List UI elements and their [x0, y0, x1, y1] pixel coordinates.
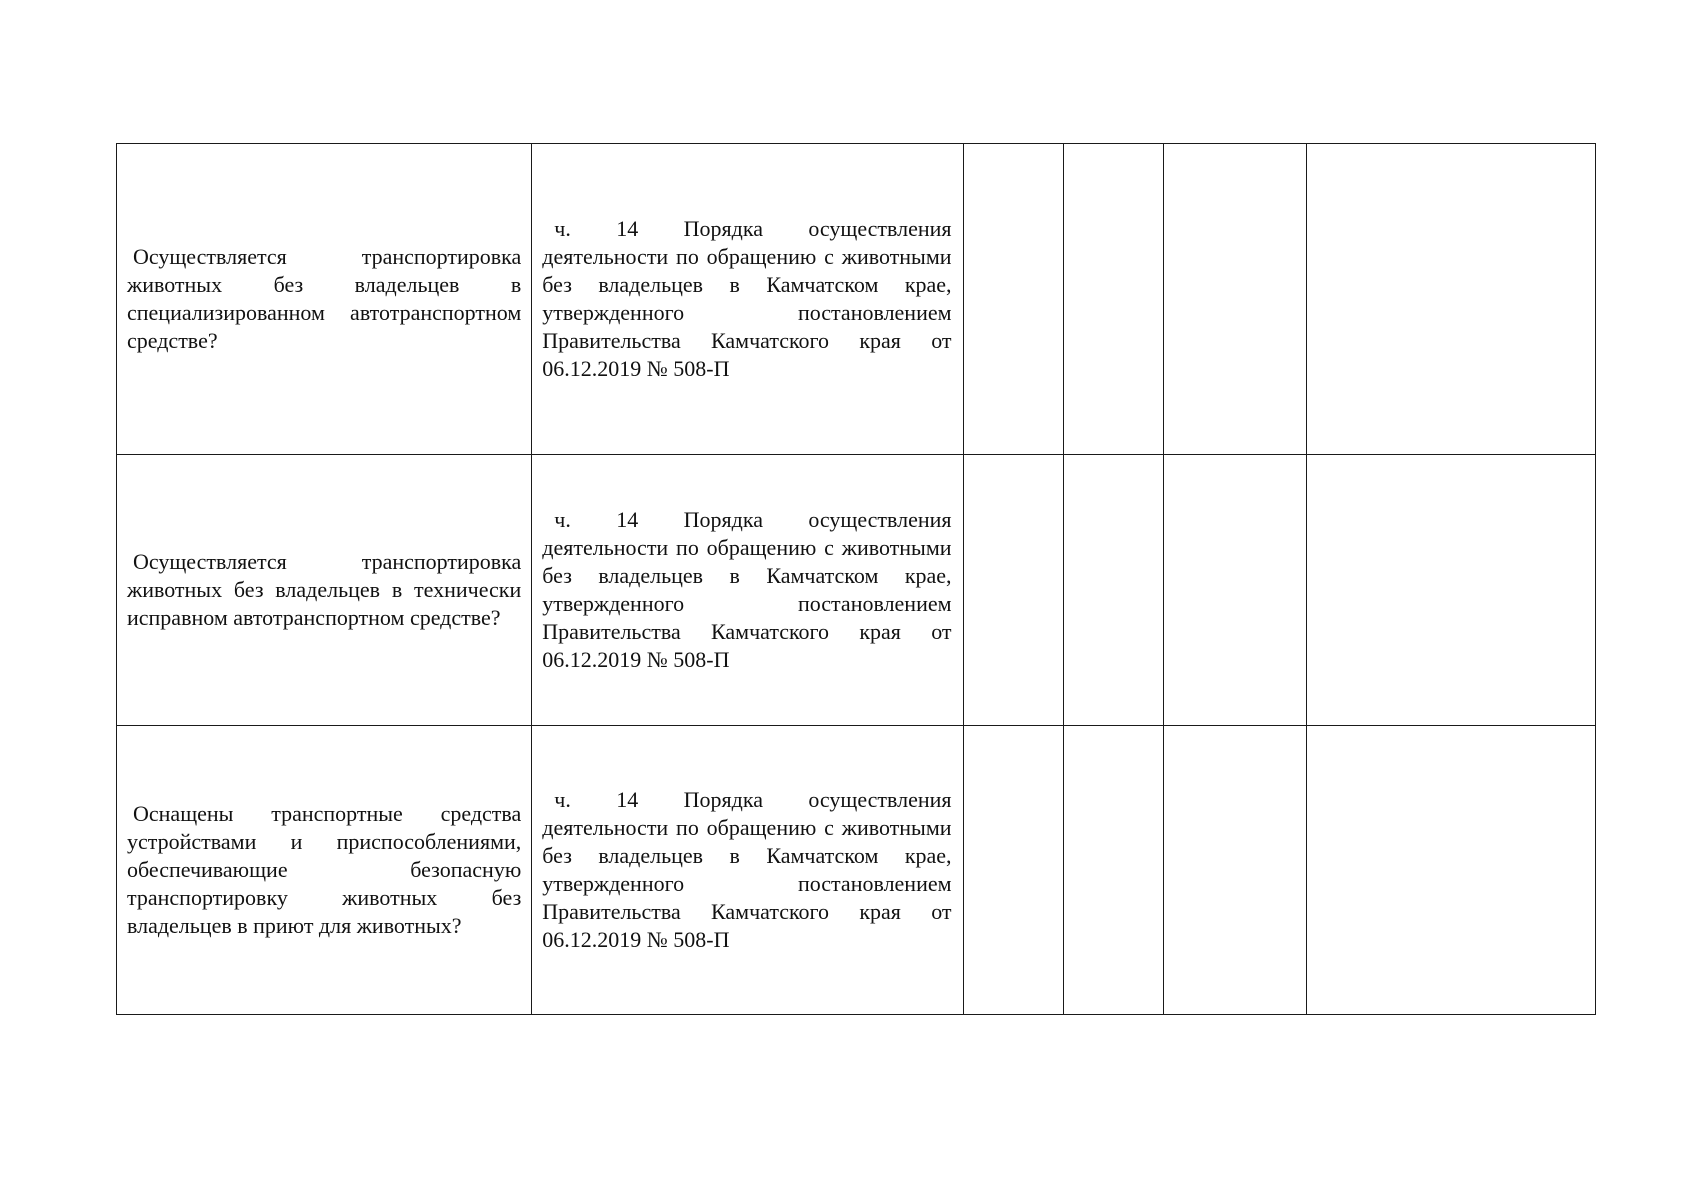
question-cell	[117, 144, 532, 455]
legal-reference-text: ч. 14 Порядка осуществления деятельности по обращению с животными без владельцев в Камчатском крае, утвержденного постановлением Правительства Камчатского края от 06.12.2019 № 508-П	[542, 507, 952, 672]
table-row	[117, 144, 1596, 455]
answer-yes-cell[interactable]	[963, 144, 1063, 455]
answer-na-cell[interactable]	[1163, 455, 1306, 726]
question-text: Оснащены транспортные средства устройствами и приспособлениями, обеспечивающие безопасную транспортировку животных без владельцев в приют для животных?	[127, 801, 522, 938]
answer-no-cell[interactable]	[1063, 726, 1163, 1015]
table-row	[117, 726, 1596, 1015]
reference-cell	[532, 455, 963, 726]
legal-reference-text: ч. 14 Порядка осуществления деятельности по обращению с животными без владельцев в Камчатском крае, утвержденного постановлением Правительства Камчатского края от 06.12.2019 № 508-П	[542, 787, 952, 952]
reference-cell	[532, 726, 963, 1015]
question-text: Осуществляется транспортировка животных без владельцев в специализированном автотранспортном средстве?	[127, 244, 522, 353]
question-cell	[117, 726, 532, 1015]
answer-no-cell[interactable]	[1063, 144, 1163, 455]
notes-cell[interactable]	[1306, 144, 1595, 455]
notes-cell[interactable]	[1306, 455, 1595, 726]
answer-no-cell[interactable]	[1063, 455, 1163, 726]
question-cell	[117, 455, 532, 726]
answer-na-cell[interactable]	[1163, 726, 1306, 1015]
checklist-table	[116, 143, 1596, 1015]
reference-cell	[532, 144, 963, 455]
answer-na-cell[interactable]	[1163, 144, 1306, 455]
answer-yes-cell[interactable]	[963, 455, 1063, 726]
answer-yes-cell[interactable]	[963, 726, 1063, 1015]
table-row	[117, 455, 1596, 726]
legal-reference-text: ч. 14 Порядка осуществления деятельности по обращению с животными без владельцев в Камчатском крае, утвержденного постановлением Правительства Камчатского края от 06.12.2019 № 508-П	[542, 216, 952, 381]
notes-cell[interactable]	[1306, 726, 1595, 1015]
question-text: Осуществляется транспортировка животных без владельцев в технически исправном автотранспортном средстве?	[127, 549, 522, 630]
